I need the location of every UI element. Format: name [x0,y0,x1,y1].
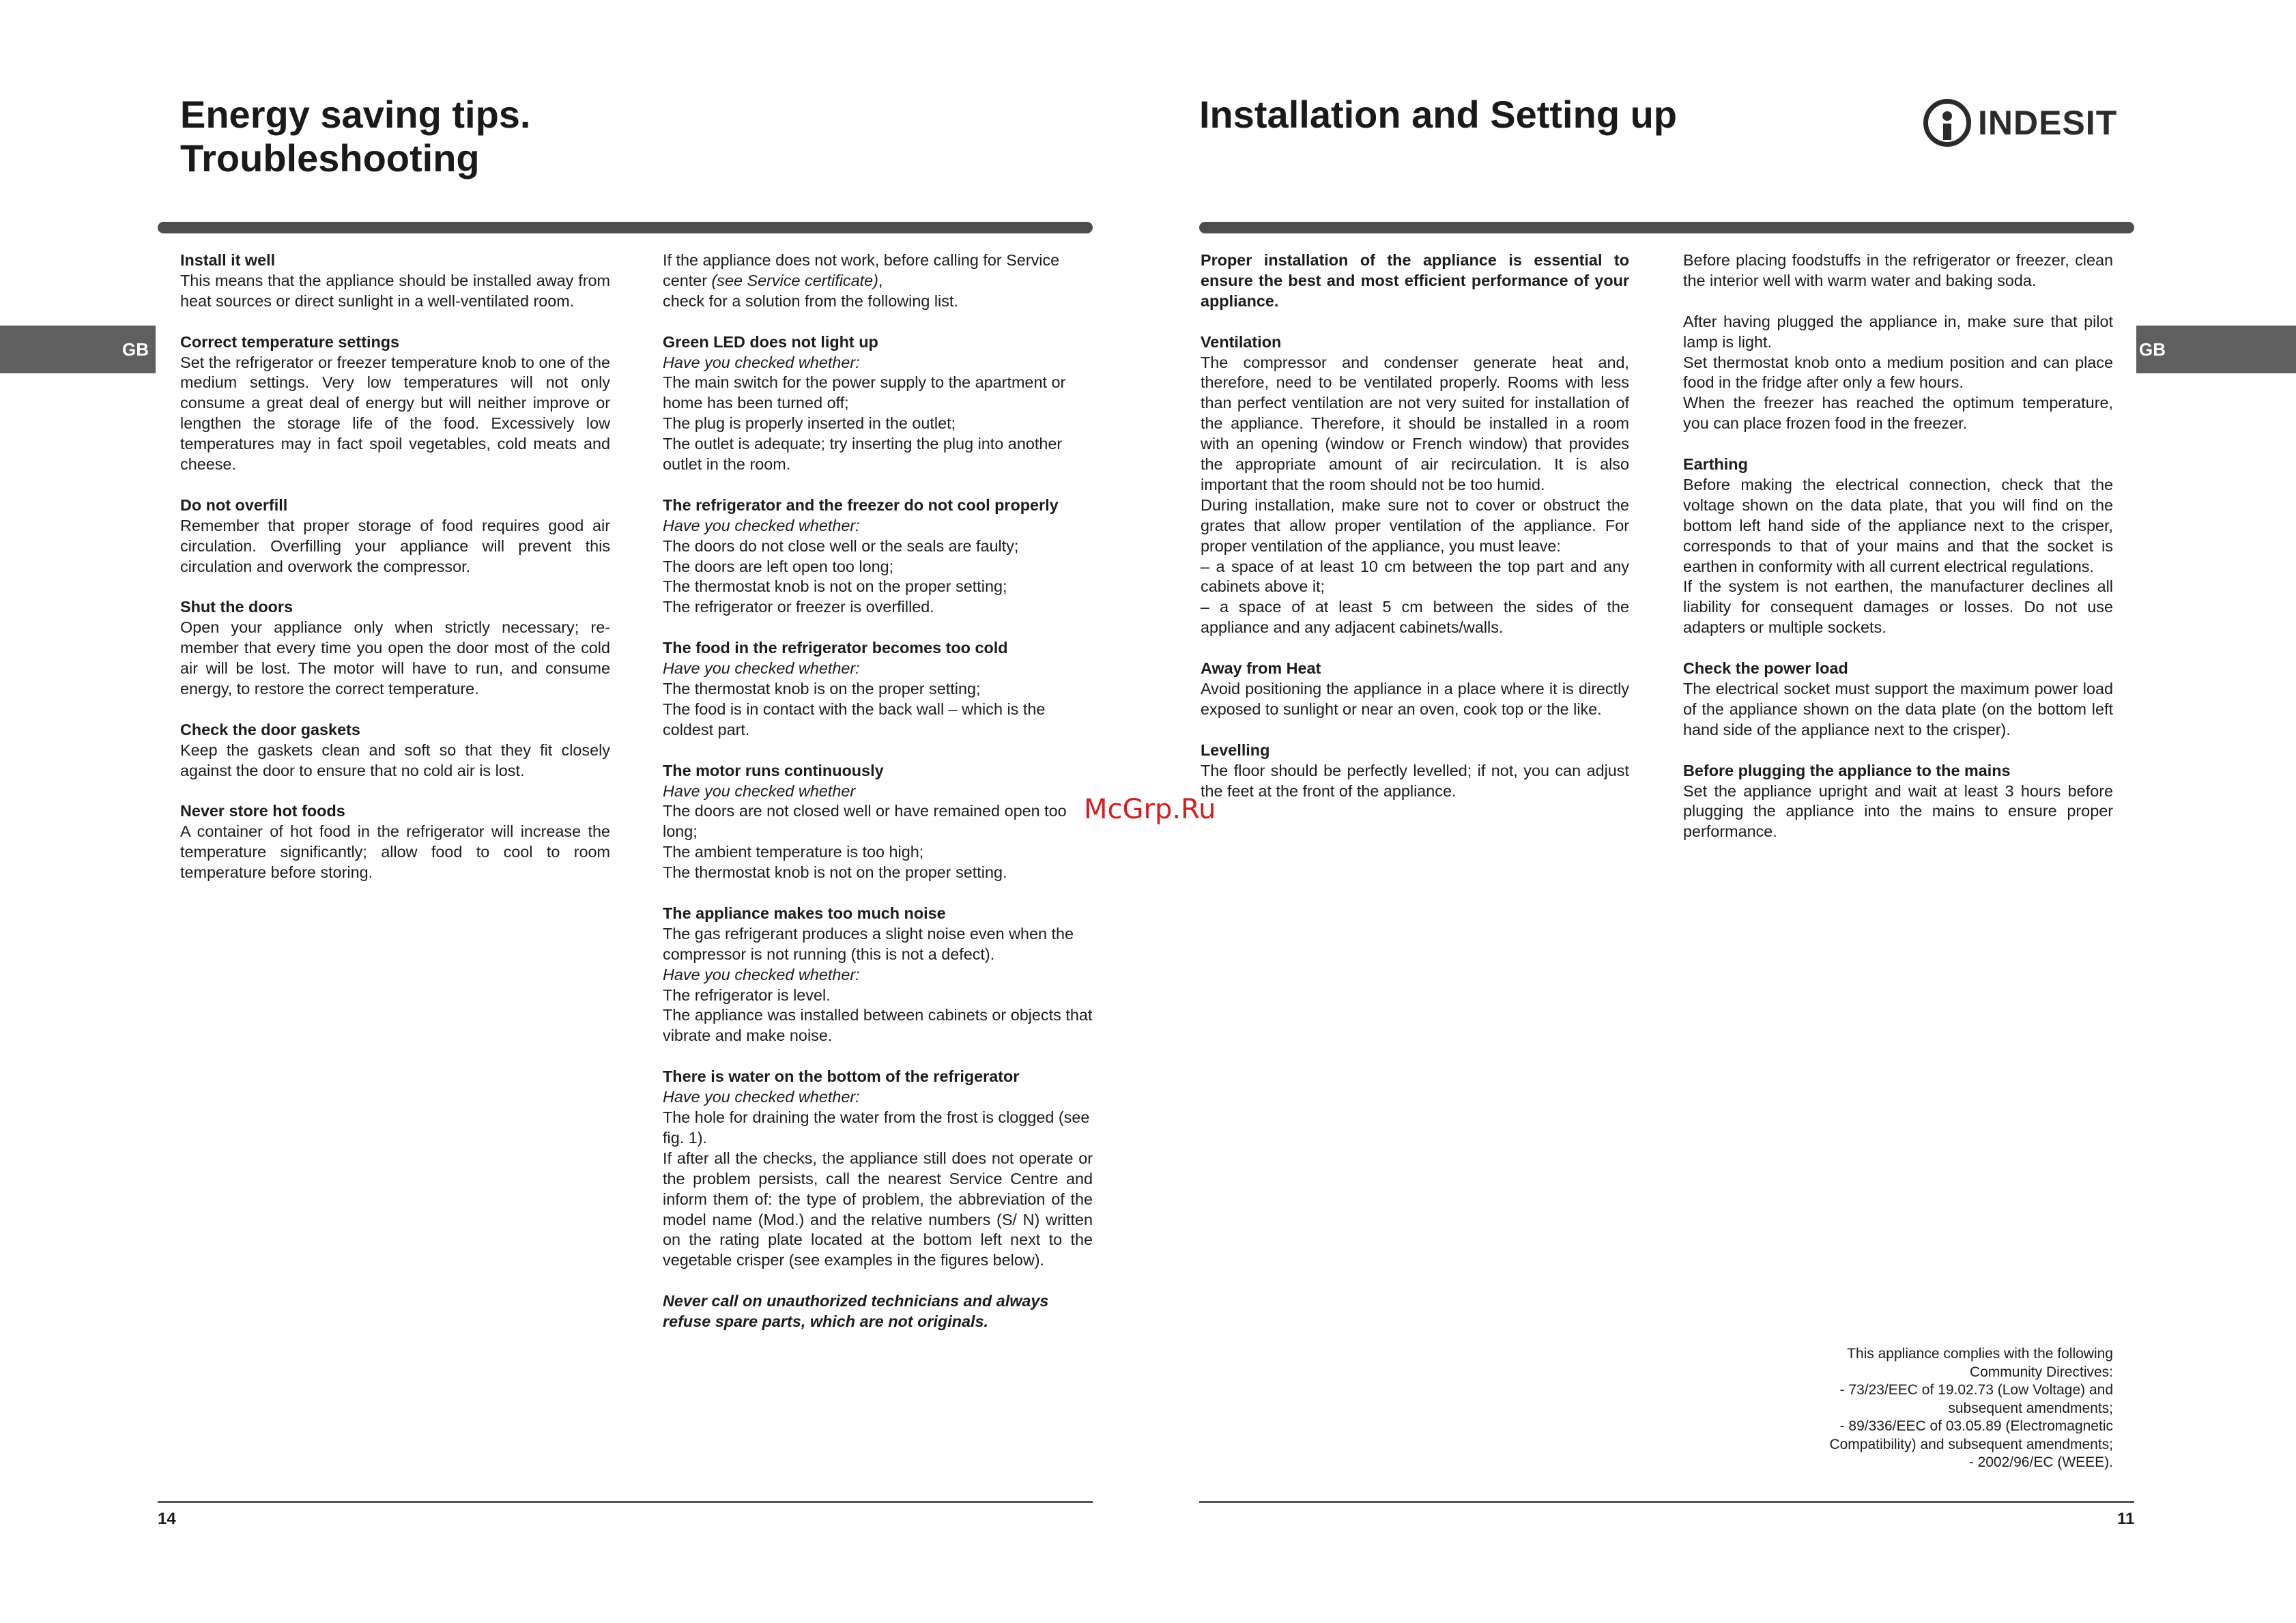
startup-text: When the freezer has reached the optimum temperature, you can place frozen food in the freezer. [1683,394,2113,433]
ventilation-text: The compressor and condenser generate heat and, therefore, need to be ventilated properly. Rooms with less than perfect ventilation are not very suited for installation of the appliance. Therefore, it should be installed in a room with an opening (window or French window) that provides the appropriate amount of air recirculation. It is also important that the room should not be too humid. [1201,353,1629,493]
levelling-section [1201,741,1629,802]
power-load-text: The electrical socket must support the maximum power load of the appliance shown on the data plate (on the bottom left hand side of the appliance next to the crisper). [1683,679,2113,738]
watermark: McGrp.Ru [1084,794,1216,825]
problem-section [663,1067,1093,1271]
plugging-text: Set the appliance upright and wait at least 3 hours before plugging the appliance into the mains to ensure proper performance. [1683,781,2113,841]
check-item: The doors are not closed well or have remained open too long; [663,802,1067,841]
installation-intro: Proper installation of the appliance is essential to ensure the best and most efficient performance of your appliance. [1201,251,1629,310]
earthing-section [1683,455,2113,638]
startup-section [1683,312,2113,434]
startup-text: Set thermostat knob onto a medium position and can place food in the fridge after only a few hours. [1683,353,2113,392]
left-language-tab-label: GB [122,339,149,360]
energy-tips-column [180,250,610,904]
problem-note: The gas refrigerant produces a slight noise even when the compressor is not running (this is not a defect). [663,924,1074,963]
problem-heading: The food in the refrigerator becomes too cold [663,639,1008,657]
ventilation-text: – a space of at least 10 cm between the top part and any cabinets above it; [1201,557,1629,596]
plugging-heading: Before plugging the appliance to the mains [1683,761,2011,779]
problem-section [663,495,1093,618]
check-label: Have you checked whether [663,781,856,800]
tip-heading: Shut the doors [180,598,293,616]
tip-heading: Correct temperature settings [180,332,400,351]
check-label: Have you checked whether: [663,353,860,371]
service-centre-instructions: If after all the checks, the appliance still does not operate or the problem persists, call the nearest Service Centre and inform them of: the type of problem, the abbreviation of the model name (Mod.) and the relative numbers (S/ N) written on the rating plate located at the bottom left next to the vegetable crisper (see examples in the figures below). [663,1149,1093,1269]
compliance-line: - 89/336/EEC of 03.05.89 (Electromagnetic [1839,1418,2113,1434]
intro-text: , [878,271,883,289]
left-title-line-2: Troubleshooting [180,137,480,179]
right-language-tab-label: GB [2139,339,2166,360]
right-page-number: 11 [2117,1510,2135,1528]
troubleshooting-intro [663,250,1093,312]
check-label: Have you checked whether: [663,965,860,983]
levelling-heading: Levelling [1201,741,1270,759]
setup-column [1683,250,2113,863]
indesit-logo-icon [1923,99,1971,147]
right-page-title: Installation and Setting up [1199,93,1677,136]
earthing-text: Before making the electrical connection, check that the voltage shown on the data plate, that you will find on the bottom left hand side of the appliance next to the crisper, corresponds to that of your mains and that the socket is earthen in conformity with all current electrical regulations. [1683,475,2113,575]
power-load-section [1683,659,2113,741]
problem-section [663,638,1093,741]
tip-section [180,250,610,312]
check-item: The outlet is adequate; try inserting the plug into another outlet in the room. [663,435,1063,474]
compliance-line: Compatibility) and subsequent amendments; [1829,1436,2113,1452]
left-title-line-1: Energy saving tips. [180,93,531,136]
installation-column [1201,250,1629,822]
compliance-line: subsequent amendments; [1948,1400,2113,1416]
tip-body: This means that the appliance should be installed away from heat sources or direct sunlight in a well-ventilated room. [180,271,610,310]
intro-line: check for a solution from the following list. [663,291,958,310]
left-page-title [180,93,531,180]
tip-section [180,597,610,700]
right-header-rule [1199,222,2134,233]
tip-heading: Never store hot foods [180,802,345,820]
tip-heading: Do not overfill [180,495,288,514]
compliance-notice [1751,1345,2113,1472]
left-page-number: 14 [158,1510,176,1528]
left-header-rule [158,222,1093,233]
earthing-heading: Earthing [1683,455,1748,474]
ventilation-section [1201,332,1629,639]
right-language-tab [2136,326,2296,373]
startup-text: After having plugged the appliance in, make sure that pilot lamp is light. [1683,312,2113,351]
compliance-line: This appliance complies with the following [1847,1346,2113,1362]
earthing-text: If the system is not earthen, the manufacturer declines all liability for consequent damages or losses. Do not use adapters or multiple sockets. [1683,577,2113,637]
plugging-section [1683,761,2113,843]
check-label: Have you checked whether: [663,1088,860,1106]
problem-heading: Green LED does not light up [663,332,878,351]
troubleshooting-column [663,250,1093,1332]
unauthorized-technicians-warning: Never call on unauthorized technicians and always refuse spare parts, which are not originals. [663,1292,1049,1331]
tip-section [180,801,610,883]
check-item: The refrigerator is level. [663,986,831,1004]
problem-heading: The appliance makes too much noise [663,904,946,922]
check-item: The hole for draining the water from the frost is clogged (see fig. 1). [663,1108,1090,1147]
tip-body: Remember that proper storage of food requires good air circulation. Overfilling your appliance will prevent this circulation and overwork the compressor. [180,516,610,575]
check-item: The thermostat knob is not on the proper setting. [663,863,1007,882]
tip-section [180,332,610,475]
problem-section [663,332,1093,475]
compliance-line: - 2002/96/EC (WEEE). [1968,1454,2113,1470]
check-item: The appliance was installed between cabinets or objects that vibrate and make noise. [663,1006,1093,1045]
levelling-text: The floor should be perfectly levelled; if not, you can adjust the feet at the front of the appliance. [1201,761,1629,800]
problem-heading: There is water on the bottom of the refrigerator [663,1067,1020,1086]
power-load-heading: Check the power load [1683,659,1848,678]
tip-heading: Install it well [180,251,276,269]
check-item: The refrigerator or freezer is overfilled. [663,598,934,616]
tip-body: Open your appliance only when strictly necessary; re-member that every time you open the door most of the cold air will be lost. The motor will have to run, and consume energy, to restore the correct temperature. [180,618,610,698]
right-footer-rule [1199,1501,2134,1503]
heat-section [1201,659,1629,720]
problem-section [663,761,1093,883]
service-certificate-reference: (see Service certificate) [711,271,878,289]
cleaning-text: Before placing foodstuffs in the refrigerator or freezer, clean the interior well with warm water and baking soda. [1683,251,2113,289]
check-item: The doors are left open too long; [663,557,894,575]
problem-heading: The motor runs continuously [663,761,884,779]
compliance-line: Community Directives: [1969,1364,2113,1380]
check-item: The ambient temperature is too high; [663,843,924,861]
intro-line: If the appliance does not work, before calling for Service [663,251,1060,269]
problem-section [663,904,1093,1046]
intro-line [663,271,1093,291]
indesit-logo-text: INDESIT [1978,104,2118,142]
check-item: The food is in contact with the back wall – which is the coldest part. [663,700,1046,738]
check-item: The thermostat knob is not on the proper setting; [663,577,1007,596]
ventilation-heading: Ventilation [1201,332,1282,351]
problem-heading: The refrigerator and the freezer do not cool properly [663,495,1059,514]
indesit-logo [1923,99,2117,147]
ventilation-text: – a space of at least 5 cm between the sides of the appliance and any adjacent cabinets/walls. [1201,598,1629,637]
ventilation-text: During installation, make sure not to cover or obstruct the grates that allow proper ventilation of the appliance. For proper ventilation of the appliance, you must leave: [1201,495,1629,555]
tip-section [180,720,610,781]
intro-text: center [663,271,712,289]
check-label: Have you checked whether: [663,516,860,534]
heat-heading: Away from Heat [1201,659,1321,678]
heat-text: Avoid positioning the appliance in a place where it is directly exposed to sunlight or near an oven, cook top or the like. [1201,680,1629,718]
tip-body: Keep the gaskets clean and soft so that they fit closely against the door to ensure that no cold air is lost. [180,741,610,779]
check-item: The doors do not close well or the seals are faulty; [663,536,1019,555]
tip-section [180,495,610,577]
tip-body: Set the refrigerator or freezer temperature knob to one of the medium settings. Very low temperatures will not only consume a great deal of energy but will neither improve or lengthen the storage life of the food. Excessively low temperatures may in fact spoil vegetables, cold meats and cheese. [180,353,610,474]
check-label: Have you checked whether: [663,659,860,678]
check-item: The main switch for the power supply to the apartment or home has been turned off; [663,373,1066,412]
left-footer-rule [158,1501,1093,1503]
check-item: The thermostat knob is on the proper setting; [663,679,981,698]
left-language-tab [0,326,156,373]
tip-body: A container of hot food in the refrigerator will increase the temperature significantly; allow food to cool to room temperature before storing. [180,822,610,882]
tip-heading: Check the door gaskets [180,720,360,738]
compliance-line: - 73/23/EEC of 19.02.73 (Low Voltage) and [1839,1382,2113,1398]
check-item: The plug is properly inserted in the outlet; [663,414,956,433]
